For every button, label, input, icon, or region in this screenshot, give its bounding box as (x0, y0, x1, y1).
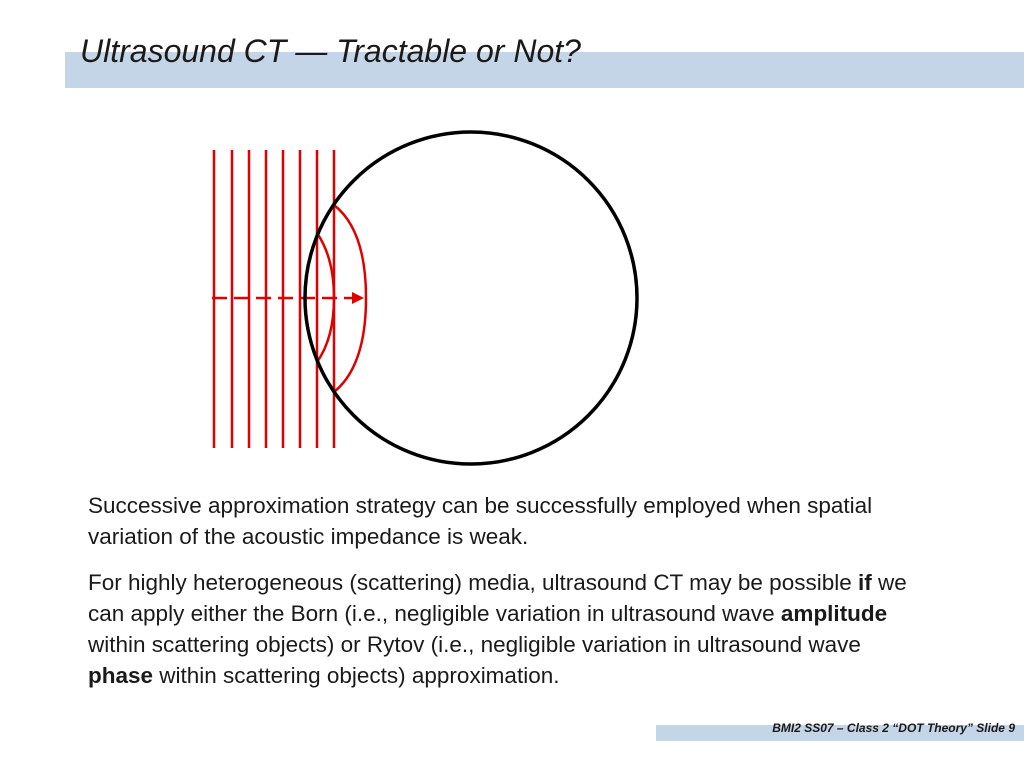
paragraph2-text-4: within scattering objects) approximation. (153, 663, 560, 688)
slide-title: Ultrasound CT — Tractable or Not? (80, 33, 581, 69)
paragraph-heterogeneous-media (88, 567, 918, 691)
paragraph2-text-1: For highly heterogeneous (scattering) media, ultrasound CT may be possible (88, 570, 858, 595)
paragraph2-bold-phase: phase (88, 663, 154, 688)
paragraph2-bold-amplitude: amplitude (780, 601, 888, 626)
paragraph2-text-3: within scattering objects) or Rytov (i.e., negligible variation in ultrasound wave (88, 632, 861, 657)
slide-footer: BMI2 SS07 – Class 2 “DOT Theory” Slide 9 (772, 721, 1015, 735)
ray-arrowhead (352, 292, 364, 304)
paragraph-successive-approximation: Successive approximation strategy can be successfully employed when spatial variation of the acoustic impedance is weak. (88, 493, 873, 549)
paragraph2-text-2: we can apply either the Born (i.e., negligible variation in ultrasound wave (88, 570, 907, 626)
paragraph2-bold-if: if (858, 570, 872, 595)
